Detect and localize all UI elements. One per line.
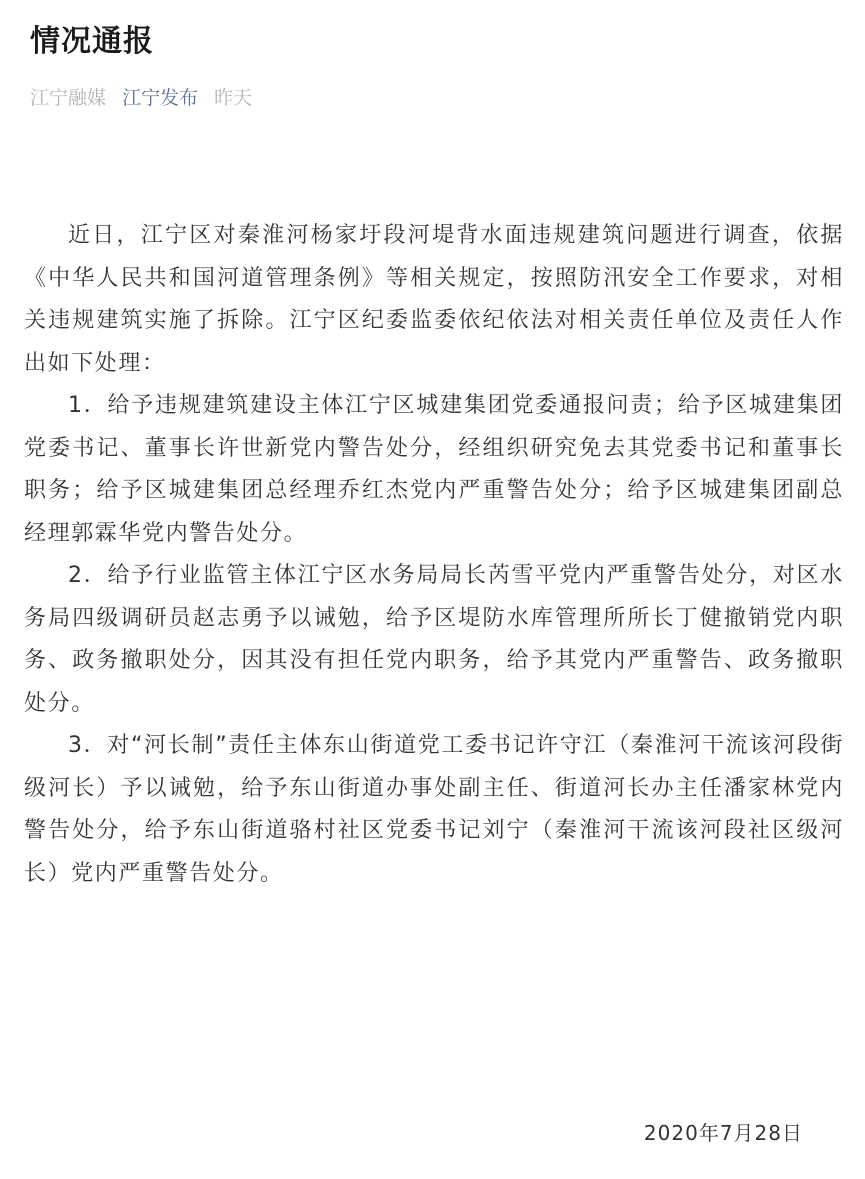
article-title: 情况通报 <box>30 24 154 59</box>
meta-date: 昨天 <box>214 87 253 109</box>
paragraph-item-3: 3．对“河长制”责任主体东山街道党工委书记许守江（秦淮河干流该河段街级河长）予以诫勉，给予东山街道办事处副主任、街道河长办主任潘家林党内警告处分，给予东山街道骆村社区党委书记刘宁（秦淮河干流该河段社区级河长）党内严重警告处分。 <box>24 733 844 886</box>
paragraph-intro: 近日，江宁区对秦淮河杨家圩段河堤背水面违规建筑问题进行调查，依据《中华人民共和国河道管理条例》等相关规定，按照防汛安全工作要求，对相关违规建筑实施了拆除。江宁区纪委监委依纪依法对相关责任单位及责任人作出如下处理： <box>24 223 844 376</box>
paragraph-item-1: 1．给予违规建筑建设主体江宁区城建集团党委通报问责；给予区城建集团党委书记、董事长许世新党内警告处分，经组织研究免去其党委书记和董事长职务；给予区城建集团总经理乔红杰党内严重警告处分；给予区城建集团副总经理郭霖华党内警告处分。 <box>24 393 844 546</box>
article-meta <box>30 84 262 112</box>
meta-source: 江宁融媒 <box>30 87 107 109</box>
meta-account-link[interactable]: 江宁发布 <box>122 87 199 109</box>
article-body <box>24 215 844 895</box>
paragraph-item-2: 2．给予行业监管主体江宁区水务局局长芮雪平党内严重警告处分，对区水务局四级调研员赵志勇予以诫勉，给予区堤防水库管理所所长丁健撤销党内职务、政务撤职处分，因其没有担任党内职务，给予其党内严重警告、政务撤职处分。 <box>24 563 844 716</box>
signoff-date: 2020年7月28日 <box>643 1121 803 1145</box>
